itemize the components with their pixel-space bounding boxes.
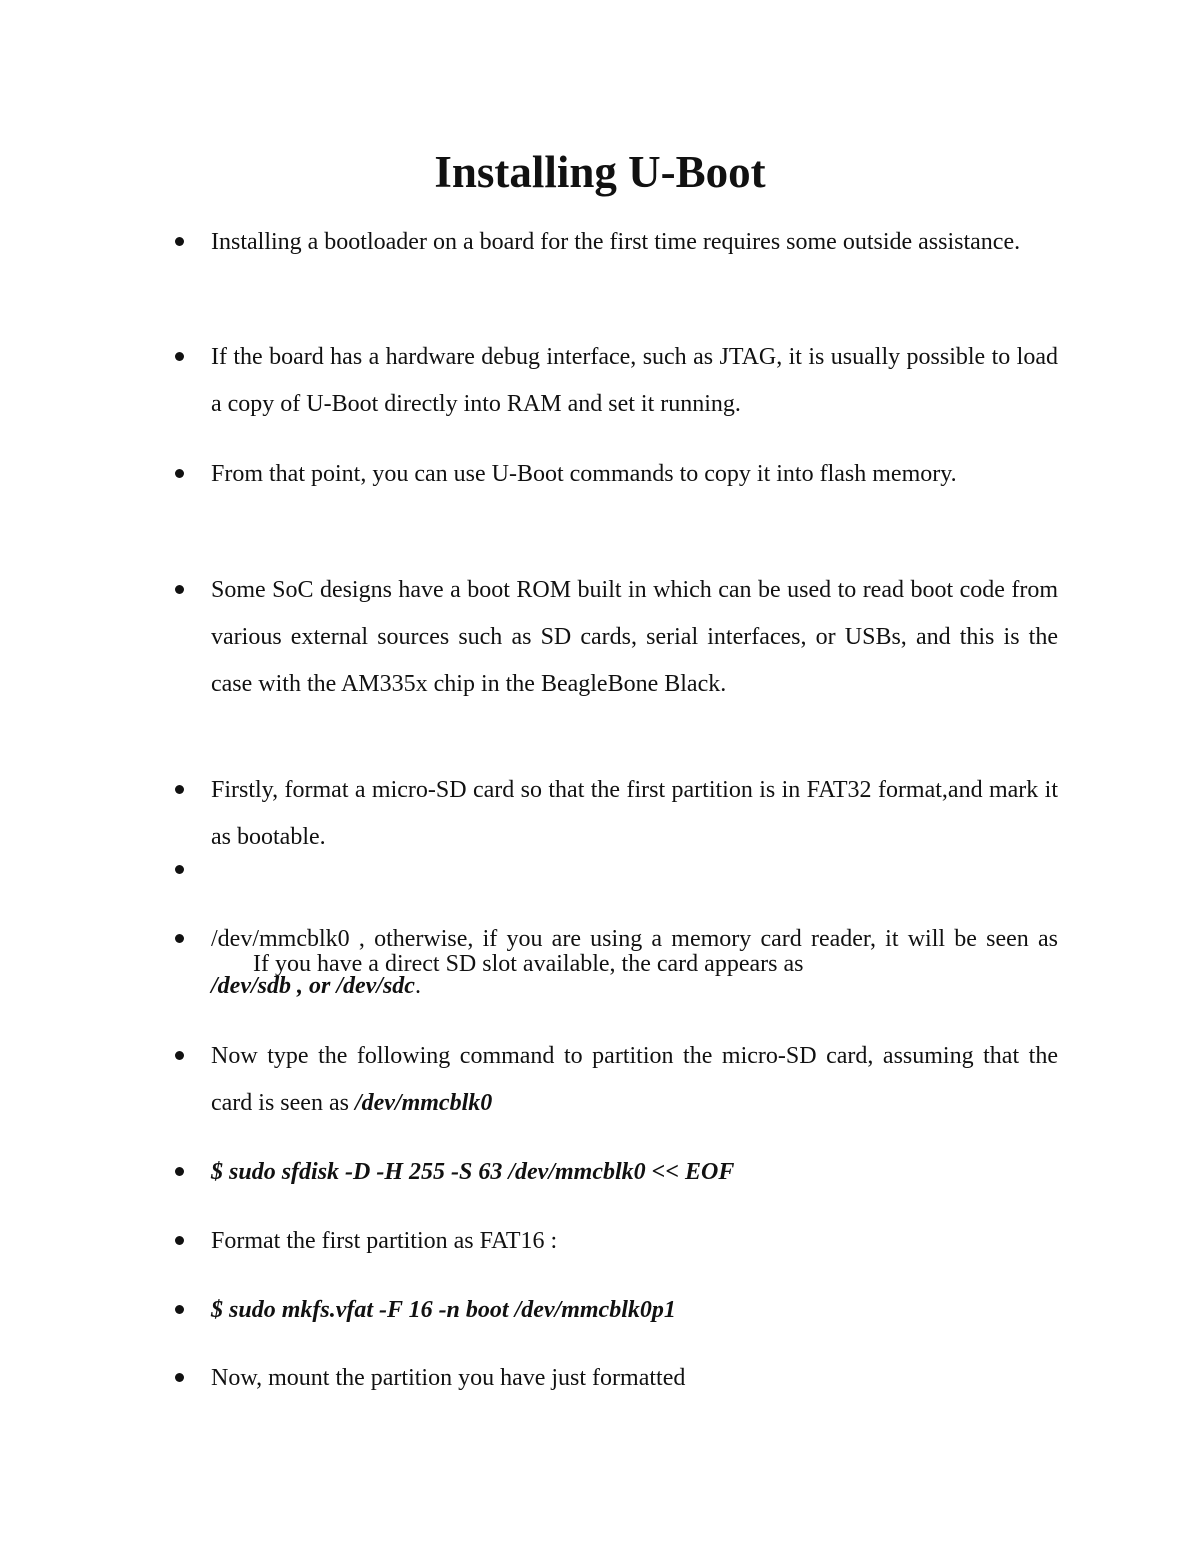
- list-item: [211, 219, 1058, 266]
- bullet-icon: [175, 785, 184, 794]
- list-item: [211, 334, 1058, 428]
- list-item: [211, 567, 1058, 708]
- bullet-text: From that point, you can use U-Boot commands to copy it into flash memory.: [211, 461, 957, 487]
- list-item: [211, 916, 1058, 1010]
- list-item: [211, 1218, 1058, 1265]
- bullet-icon: [175, 1305, 184, 1314]
- bullet-icon: [175, 1373, 184, 1382]
- bullet-icon: [175, 237, 184, 246]
- bullet-icon: [175, 934, 184, 943]
- list-item: [211, 1149, 1058, 1196]
- list-item: [211, 1355, 1058, 1402]
- bullet-text: Format the first partition as FAT16 :: [211, 1228, 558, 1254]
- bullet-emphasis: /dev/mmcblk0: [354, 1090, 493, 1116]
- bullet-icon: [175, 469, 184, 478]
- command-text: $ sudo mkfs.vfat -F 16 -n boot /dev/mmcblk0p1: [211, 1297, 676, 1323]
- bullet-text: Firstly, format a micro-SD card so that the first partition is in FAT32 format,and mark it as bootable.: [211, 777, 1058, 850]
- bullet-text: Some SoC designs have a boot ROM built in which can be used to read boot code from various external sources such as SD cards, serial interfaces, or USBs, and this is the case with the AM335x chip in the BeagleBone Black.: [211, 577, 1058, 697]
- bullet-text: If the board has a hardware debug interface, such as JTAG, it is usually possible to load a copy of U-Boot directly into RAM and set it running.: [211, 344, 1058, 417]
- bullet-text-after: .: [414, 973, 421, 999]
- bullet-icon: [175, 585, 184, 594]
- bullet-icon: [175, 865, 184, 874]
- bullet-text: Now type the following command to partition the micro-SD card, assuming that the card is seen as: [211, 1043, 1058, 1116]
- bullet-text: /dev/mmcblk0 , otherwise, if you are using a memory card reader, it will be seen as: [211, 926, 1058, 952]
- command-text: $ sudo sfdisk -D -H 255 -S 63 /dev/mmcblk0 << EOF: [211, 1159, 735, 1185]
- bullet-icon: [175, 1236, 184, 1245]
- bullet-icon: [175, 352, 184, 361]
- bullet-text: If you have a direct SD slot available, the card appears as: [247, 951, 804, 977]
- list-item: [211, 1033, 1058, 1127]
- bullet-emphasis: /dev/sdb , or /dev/sdc: [211, 973, 415, 999]
- bullet-icon: [175, 1167, 184, 1176]
- list-item: [211, 1287, 1058, 1334]
- list-item: [211, 451, 1058, 498]
- bullet-icon: [175, 1051, 184, 1060]
- page-title: Installing U-Boot: [434, 147, 766, 197]
- bullet-text: Installing a bootloader on a board for the first time requires some outside assistance.: [211, 229, 1021, 255]
- bullet-text: Now, mount the partition you have just formatted: [211, 1365, 686, 1391]
